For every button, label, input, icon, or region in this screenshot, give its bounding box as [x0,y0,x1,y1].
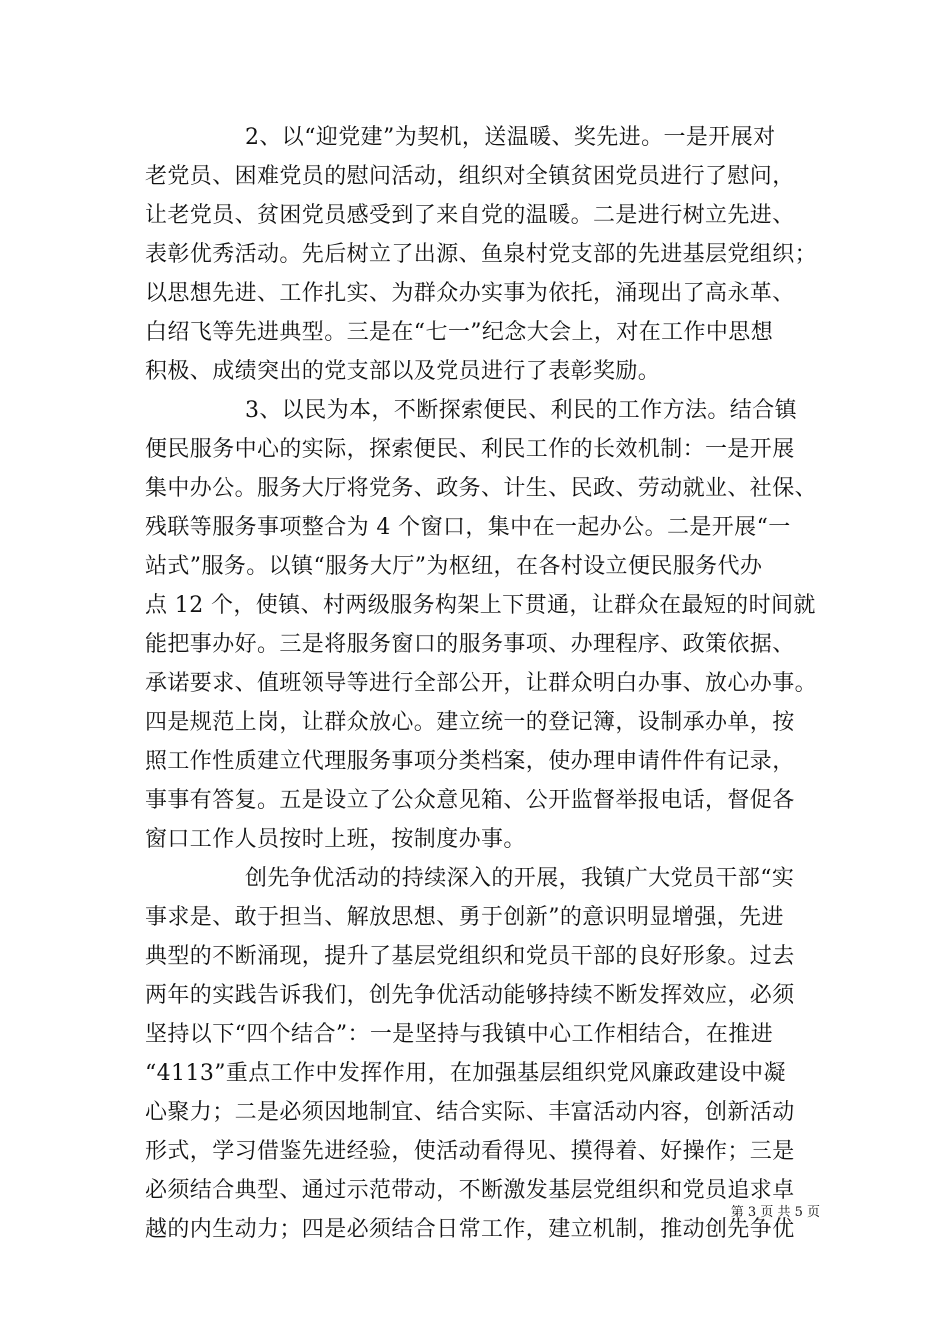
text-line: 事事有答复。五是设立了公众意见箱、公开监督举报电话，督促各 [145,788,795,813]
text-line: 形式，学习借鉴先进经验，使活动看得见、摸得着、好操作；三是 [145,1139,795,1164]
text-line: “4113”重点工作中发挥作用，在加强基层组织党风廉政建设中凝 [145,1061,786,1086]
text-line: 以思想先进、工作扎实、为群众办实事为依托，涌现出了高永革、 [145,281,795,306]
paragraph-2 [145,391,825,859]
text-line: 让老党员、贫困党员感受到了来自党的温暖。二是进行树立先进、 [145,203,795,228]
text-line: 站式”服务。以镇“服务大厅”为枢纽，在各村设立便民服务代办 [145,554,763,579]
paragraph-3 [145,859,825,1249]
text-line: 必须结合典型、通过示范带动，不断激发基层党组织和党员追求卓 [145,1178,795,1203]
text-line: 残联等服务事项整合为 4 个窗口，集中在一起办公。二是开展“一 [145,515,791,540]
text-line: 2、以“迎党建”为契机，送温暖、奖先进。一是开展对 [245,125,776,150]
text-line: 白绍飞等先进典型。三是在“七一”纪念大会上，对在工作中思想 [145,320,774,345]
paragraph-1 [145,118,825,391]
text-line: 便民服务中心的实际，探索便民、利民工作的长效机制：一是开展 [145,437,795,462]
text-line: 点 12 个，使镇、村两级服务构架上下贯通，让群众在最短的时间就 [145,593,816,618]
text-line: 创先争优活动的持续深入的开展，我镇广大党员干部“实 [245,866,795,891]
text-line: 积极、成绩突出的党支部以及党员进行了表彰奖励。 [145,359,661,384]
text-line: 能把事办好。三是将服务窗口的服务事项、办理程序、政策依据、 [145,632,795,657]
text-line: 典型的不断涌现，提升了基层党组织和党员干部的良好形象。过去 [145,944,795,969]
page-number-footer: 第 3 页 共 5 页 [730,1205,820,1220]
text-line: 坚持以下“四个结合”：一是坚持与我镇中心工作相结合，在推进 [145,1022,774,1047]
text-line: 心聚力；二是必须因地制宜、结合实际、丰富活动内容，创新活动 [145,1100,795,1125]
text-line: 表彰优秀活动。先后树立了出源、鱼泉村党支部的先进基层党组织； [145,242,818,267]
text-line: 两年的实践告诉我们，创先争优活动能够持续不断发挥效应，必须 [145,983,795,1008]
text-line: 集中办公。服务大厅将党务、政务、计生、民政、劳动就业、社保、 [145,476,818,501]
text-line: 四是规范上岗，让群众放心。建立统一的登记簿，设制承办单，按 [145,710,795,735]
body-text [145,118,825,1249]
text-line: 承诺要求、值班领导等进行全部公开，让群众明白办事、放心办事。 [145,671,818,696]
text-line: 老党员、困难党员的慰问活动，组织对全镇贫困党员进行了慰问， [145,164,795,189]
text-line: 照工作性质建立代理服务事项分类档案，使办理申请件件有记录， [145,749,795,774]
text-line: 窗口工作人员按时上班，按制度办事。 [145,827,526,852]
text-line: 3、以民为本，不断探索便民、利民的工作方法。结合镇 [245,398,797,423]
text-line: 越的内生动力；四是必须结合日常工作，建立机制，推动创先争优 [145,1217,795,1242]
text-line: 事求是、敢于担当、解放思想、勇于创新”的意识明显增强，先进 [145,905,784,930]
